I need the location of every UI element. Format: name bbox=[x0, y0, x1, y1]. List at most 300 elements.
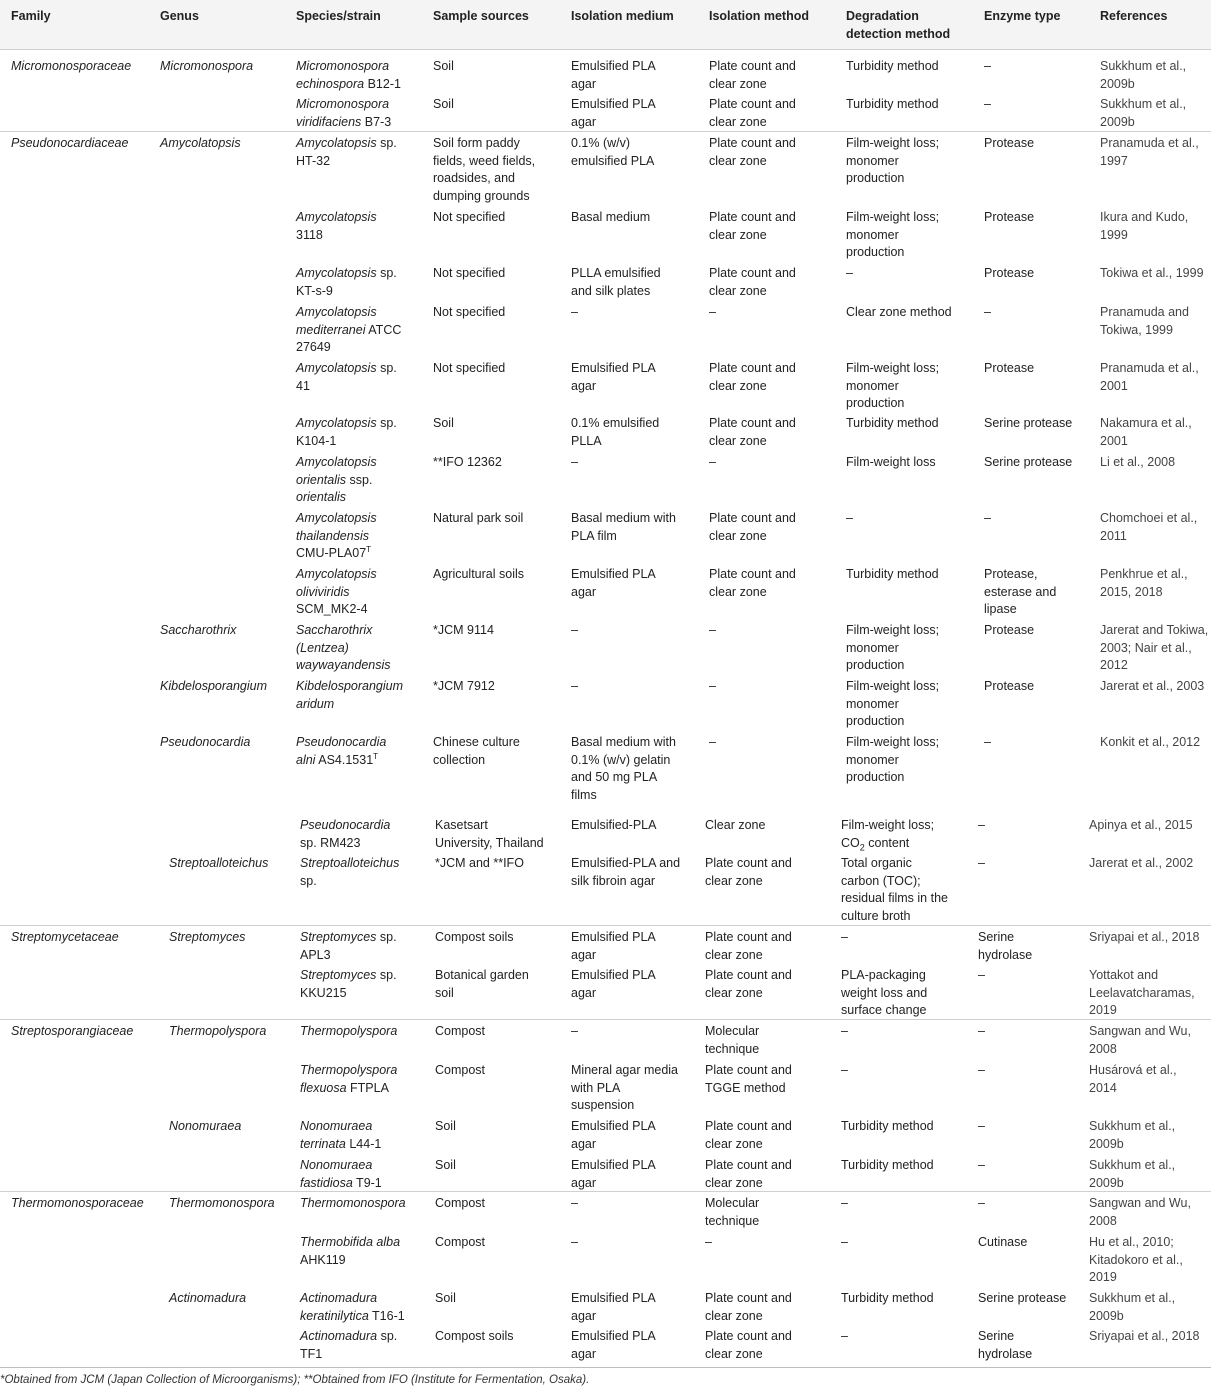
cell-medium: Emulsified PLA agar bbox=[571, 1329, 656, 1361]
cell-references: Tokiwa et al., 1999 bbox=[1100, 266, 1204, 280]
cell-family: Pseudonocardiaceae bbox=[11, 136, 129, 150]
subscript: 2 bbox=[859, 842, 865, 852]
cell-species bbox=[300, 1328, 397, 1363]
cell-method: – bbox=[709, 679, 716, 693]
table-row bbox=[0, 58, 1211, 96]
cell-method: – bbox=[709, 305, 716, 319]
species-name: Thermobifida alba bbox=[300, 1235, 401, 1249]
cell-source: Not specified bbox=[433, 210, 506, 224]
cell-source: **IFO 12362 bbox=[433, 455, 502, 469]
cell-references: Sukkhum et al., 2009b bbox=[1100, 59, 1187, 91]
cell-enzyme: Serine protease bbox=[978, 1291, 1067, 1305]
detection-text: Film-weight loss; monomer production bbox=[846, 361, 940, 410]
table-row bbox=[0, 1023, 1211, 1062]
species-name: Pseudonocardia bbox=[300, 818, 391, 832]
strain-id: sp. KT-s-9 bbox=[296, 266, 397, 298]
strain-id: B12-1 bbox=[364, 76, 401, 91]
detection-text: Turbidity method bbox=[846, 97, 939, 111]
cell-detection bbox=[841, 1328, 848, 1346]
detection-text: Film-weight loss; CO bbox=[841, 818, 935, 850]
table-row bbox=[0, 967, 1211, 1023]
table-row bbox=[0, 209, 1211, 265]
cell-source: Natural park soil bbox=[433, 511, 524, 525]
cell-references: Sukkhum et al., 2009b bbox=[1089, 1119, 1176, 1151]
cell-enzyme: Protease bbox=[984, 361, 1035, 375]
table-row bbox=[0, 265, 1211, 304]
cell-source: Not specified bbox=[433, 361, 506, 375]
cell-method: Plate count and clear zone bbox=[705, 1329, 792, 1361]
cell-genus: Micromonospora bbox=[160, 59, 254, 73]
cell-method: Plate count and clear zone bbox=[705, 1119, 792, 1151]
cell-references: Sukkhum et al., 2009b bbox=[1089, 1291, 1176, 1323]
species-name: Amycolatopsis mediterranei bbox=[296, 305, 377, 337]
detection-text: Film-weight loss; monomer production bbox=[846, 735, 940, 784]
cell-enzyme: Protease bbox=[984, 210, 1035, 224]
cell-references: Pranamuda and Tokiwa, 1999 bbox=[1100, 305, 1189, 337]
table-row bbox=[0, 304, 1211, 360]
species-name: Amycolatopsis oliviviridis bbox=[296, 567, 377, 599]
cell-detection bbox=[841, 1290, 934, 1308]
cell-genus: Pseudonocardia bbox=[160, 735, 251, 749]
cell-genus: Nonomuraea bbox=[169, 1119, 242, 1133]
cell-medium: – bbox=[571, 1235, 578, 1249]
cell-references: Yottakot and Leelavatcharamas, 2019 bbox=[1089, 968, 1195, 1017]
cell-source: Soil bbox=[435, 1158, 456, 1172]
cell-medium: Emulsified PLA agar bbox=[571, 968, 656, 1000]
cell-medium: Emulsified PLA agar bbox=[571, 567, 656, 599]
strain-id: AHK119 bbox=[300, 1252, 346, 1267]
cell-enzyme: Serine protease bbox=[984, 455, 1073, 469]
cell-medium: 0.1% (w/v) emulsified PLA bbox=[571, 136, 655, 168]
table-row bbox=[0, 622, 1211, 678]
cell-enzyme: – bbox=[984, 511, 991, 525]
detection-text: – bbox=[841, 1329, 848, 1343]
cell-source: Compost bbox=[435, 1063, 486, 1077]
cell-source: Compost soils bbox=[435, 1329, 514, 1343]
species-name: Streptomyces bbox=[300, 968, 377, 982]
cell-references: Sriyapai et al., 2018 bbox=[1089, 930, 1200, 944]
cell-method: Plate count and clear zone bbox=[709, 511, 796, 543]
cell-species bbox=[296, 415, 397, 450]
cell-source: Agricultural soils bbox=[433, 567, 525, 581]
cell-detection bbox=[846, 96, 939, 114]
cell-enzyme: Protease, esterase and lipase bbox=[984, 567, 1057, 616]
cell-method: Plate count and clear zone bbox=[705, 1291, 792, 1323]
cell-references: Pranamuda et al., 2001 bbox=[1100, 361, 1199, 393]
cell-detection bbox=[846, 454, 936, 472]
table-row bbox=[0, 855, 1211, 929]
cell-source: Chinese culture collection bbox=[433, 735, 520, 767]
header-references: References bbox=[1100, 9, 1168, 23]
cell-detection bbox=[846, 566, 939, 584]
table-row bbox=[0, 678, 1211, 734]
detection-text: Turbidity method bbox=[846, 567, 939, 581]
header-method: Isolation method bbox=[709, 9, 809, 23]
cell-references: Pranamuda et al., 1997 bbox=[1100, 136, 1199, 168]
species-name: Micromonospora echinospora bbox=[296, 59, 390, 91]
strain-id: sp. TF1 bbox=[300, 1329, 398, 1361]
detection-text: – bbox=[841, 1063, 848, 1077]
species-name: Amycolatopsis orientalis bbox=[296, 455, 377, 487]
table-row bbox=[0, 1195, 1211, 1234]
cell-detection bbox=[846, 734, 939, 787]
cell-enzyme: – bbox=[978, 856, 985, 870]
cell-source: *JCM 7912 bbox=[433, 679, 495, 693]
cell-medium: Basal medium with 0.1% (w/v) gelatin and 50 mg PLA films bbox=[571, 735, 676, 802]
subspecies-name: orientalis bbox=[296, 490, 347, 504]
cell-medium: – bbox=[571, 623, 578, 637]
cell-detection bbox=[846, 510, 853, 528]
cell-method: Plate count and clear zone bbox=[705, 856, 792, 888]
cell-species bbox=[296, 622, 391, 675]
strain-id: 3118 bbox=[296, 227, 323, 242]
detection-text: PLA-packaging weight loss and surface change bbox=[841, 968, 928, 1017]
species-name: Nonomuraea terrinata bbox=[300, 1119, 373, 1151]
cell-source: Kasetsart University, Thailand bbox=[435, 818, 544, 850]
cell-method: Plate count and clear zone bbox=[709, 136, 796, 168]
strain-id: T9-1 bbox=[352, 1175, 382, 1190]
table-footnote: *Obtained from JCM (Japan Collection of Microorganisms); **Obtained from IFO (Institute for Fermentation, Osaka). bbox=[0, 1374, 590, 1386]
cell-species bbox=[300, 929, 397, 964]
detection-text: – bbox=[841, 1196, 848, 1210]
species-name: Amycolatopsis bbox=[296, 266, 377, 280]
detection-text: Turbidity method bbox=[841, 1291, 934, 1305]
species-name: Actinomadura bbox=[300, 1329, 378, 1343]
cell-detection bbox=[846, 304, 952, 322]
detection-text: Turbidity method bbox=[841, 1119, 934, 1133]
strain-id: L44-1 bbox=[345, 1136, 382, 1151]
cell-references: Hu et al., 2010; Kitadokoro et al., 2019 bbox=[1089, 1235, 1183, 1284]
species-name: Micromonospora viridifaciens bbox=[296, 97, 390, 129]
strain-id: sp. HT-32 bbox=[296, 136, 397, 168]
cell-species bbox=[296, 209, 377, 244]
cell-species bbox=[300, 1023, 397, 1041]
detection-text: – bbox=[846, 266, 853, 280]
cell-method: – bbox=[705, 1235, 712, 1249]
cell-enzyme: – bbox=[978, 1119, 985, 1133]
detection-text: Turbidity method bbox=[841, 1158, 934, 1172]
detection-text: Total organic carbon (TOC); residual films in the culture broth bbox=[841, 856, 948, 923]
detection-text: Turbidity method bbox=[846, 59, 939, 73]
strain-id: SCM_MK2-4 bbox=[296, 602, 368, 616]
strain-id: B7-3 bbox=[361, 114, 392, 129]
cell-enzyme: – bbox=[984, 735, 991, 749]
cell-references: Sangwan and Wu, 2008 bbox=[1089, 1196, 1191, 1228]
cell-species bbox=[300, 1234, 400, 1269]
strain-id: sp. RM423 bbox=[300, 835, 361, 850]
cell-species bbox=[300, 1195, 406, 1213]
cell-enzyme: – bbox=[984, 97, 991, 111]
cell-medium: – bbox=[571, 305, 578, 319]
cell-family: Thermomonosporaceae bbox=[11, 1196, 144, 1210]
cell-enzyme: Protease bbox=[984, 623, 1035, 637]
cell-source: Botanical garden soil bbox=[435, 968, 529, 1000]
table-row bbox=[0, 415, 1211, 454]
species-name: Streptoalloteichus bbox=[300, 856, 400, 870]
cell-detection bbox=[841, 967, 927, 1020]
cell-method: Plate count and clear zone bbox=[705, 930, 792, 962]
cell-source: Compost bbox=[435, 1196, 486, 1210]
cell-medium: PLLA emulsified and silk plates bbox=[571, 266, 661, 298]
cell-enzyme: – bbox=[978, 1063, 985, 1077]
cell-medium: Emulsified PLA agar bbox=[571, 1291, 656, 1323]
detection-text: Film-weight loss; monomer production bbox=[846, 136, 940, 185]
cell-medium: – bbox=[571, 679, 578, 693]
table-row bbox=[0, 929, 1211, 967]
strain-id: sp. KKU215 bbox=[300, 968, 397, 1000]
cell-enzyme: – bbox=[978, 968, 985, 982]
table-row bbox=[0, 1234, 1211, 1290]
cell-family: Streptosporangiaceae bbox=[11, 1024, 134, 1038]
cell-species bbox=[296, 454, 377, 507]
cell-method: Plate count and clear zone bbox=[705, 968, 792, 1000]
cell-method: Plate count and clear zone bbox=[709, 416, 796, 448]
species-name: Amycolatopsis bbox=[296, 136, 377, 150]
cell-enzyme: Protease bbox=[984, 136, 1035, 150]
cell-detection bbox=[841, 1062, 848, 1080]
cell-genus: Streptomyces bbox=[169, 930, 246, 944]
strain-id: CMU-PLA07 bbox=[296, 546, 367, 560]
species-name: Amycolatopsis bbox=[296, 210, 377, 224]
header-detection: Degradation detection method bbox=[846, 9, 951, 41]
table-row bbox=[0, 1118, 1211, 1157]
cell-medium: Emulsified PLA agar bbox=[571, 930, 656, 962]
cell-medium: Basal medium bbox=[571, 210, 651, 224]
cell-enzyme: – bbox=[978, 818, 985, 832]
species-name: Amycolatopsis bbox=[296, 416, 377, 430]
cell-references: Nakamura et al., 2001 bbox=[1100, 416, 1192, 448]
cell-species bbox=[300, 855, 399, 890]
cell-detection bbox=[841, 855, 948, 925]
table-row bbox=[0, 817, 1211, 855]
strain-id: sp. K104-1 bbox=[296, 416, 397, 448]
cell-species bbox=[296, 566, 377, 619]
species-name: Streptomyces bbox=[300, 930, 377, 944]
strain-id: sp. APL3 bbox=[300, 930, 397, 962]
cell-enzyme: – bbox=[978, 1158, 985, 1172]
cell-species bbox=[296, 58, 401, 93]
cell-medium: – bbox=[571, 455, 578, 469]
cell-medium: Emulsified PLA agar bbox=[571, 1119, 656, 1151]
header-species: Species/strain bbox=[296, 9, 381, 23]
detection-text: Film-weight loss bbox=[846, 455, 936, 469]
cell-enzyme: – bbox=[978, 1196, 985, 1210]
group-separator bbox=[0, 1191, 1211, 1192]
species-name: Nonomuraea fastidiosa bbox=[300, 1158, 373, 1190]
cell-source: Compost bbox=[435, 1235, 486, 1249]
cell-genus: Streptoalloteichus bbox=[169, 856, 269, 870]
cell-source: Soil bbox=[433, 59, 454, 73]
cell-source: Soil form paddy fields, weed fields, roadsides, and dumping grounds bbox=[433, 136, 536, 203]
cell-enzyme: – bbox=[978, 1024, 985, 1038]
detection-text: – bbox=[846, 511, 853, 525]
cell-source: Compost soils bbox=[435, 930, 514, 944]
cell-detection bbox=[846, 678, 939, 731]
cell-references: Sukkhum et al., 2009b bbox=[1100, 97, 1187, 129]
cell-references: Jarerat et al., 2003 bbox=[1100, 679, 1205, 693]
cell-references: Ikura and Kudo, 1999 bbox=[1100, 210, 1189, 242]
cell-detection bbox=[846, 58, 939, 76]
species-name: Amycolatopsis thailandensis bbox=[296, 511, 377, 543]
strain-id: sp. 41 bbox=[296, 361, 397, 393]
header-source: Sample sources bbox=[433, 9, 529, 23]
table-row bbox=[0, 360, 1211, 415]
cell-detection bbox=[846, 135, 939, 188]
detection-text: – bbox=[841, 1235, 848, 1249]
cell-species bbox=[296, 96, 391, 131]
detection-text: Film-weight loss; monomer production bbox=[846, 679, 940, 728]
cell-references: Sriyapai et al., 2018 bbox=[1089, 1329, 1200, 1343]
cell-references: Apinya et al., 2015 bbox=[1089, 818, 1193, 832]
cell-method: Plate count and TGGE method bbox=[705, 1063, 792, 1095]
cell-genus: Thermomonospora bbox=[169, 1196, 275, 1210]
cell-source: *JCM and **IFO bbox=[435, 856, 524, 870]
cell-references: Sukkhum et al., 2009b bbox=[1089, 1158, 1176, 1190]
cell-genus: Thermopolyspora bbox=[169, 1024, 267, 1038]
type-strain-mark: T bbox=[366, 545, 372, 554]
cell-medium: Emulsified-PLA and silk fibroin agar bbox=[571, 856, 681, 888]
group-separator bbox=[0, 925, 1211, 926]
cell-species bbox=[300, 1062, 397, 1097]
cell-method: Plate count and clear zone bbox=[709, 266, 796, 298]
cell-source: Soil bbox=[433, 416, 454, 430]
header-enzyme: Enzyme type bbox=[984, 9, 1061, 23]
detection-text: Film-weight loss; monomer production bbox=[846, 623, 940, 672]
cell-detection bbox=[846, 360, 939, 413]
cell-detection bbox=[841, 1118, 934, 1136]
cell-species bbox=[300, 967, 397, 1002]
cell-medium: Emulsified PLA agar bbox=[571, 97, 656, 129]
cell-medium: Mineral agar media with PLA suspension bbox=[571, 1063, 678, 1112]
species-name: Kibdelosporangium aridum bbox=[296, 679, 404, 711]
cell-references: Chomchoei et al., 2011 bbox=[1100, 511, 1198, 543]
strain-id: T16-1 bbox=[368, 1308, 405, 1323]
table-row bbox=[0, 566, 1211, 622]
cell-species bbox=[296, 678, 403, 713]
table-row bbox=[0, 96, 1211, 135]
cell-enzyme: Serine hydrolase bbox=[978, 930, 1033, 962]
cell-source: Soil bbox=[435, 1291, 456, 1305]
cell-method: – bbox=[709, 735, 716, 749]
species-name: Thermopolyspora bbox=[300, 1024, 398, 1038]
cell-source: Not specified bbox=[433, 305, 506, 319]
cell-detection bbox=[841, 1157, 934, 1175]
strain-id: sp. bbox=[300, 873, 317, 888]
cell-source: Soil bbox=[433, 97, 454, 111]
cell-detection bbox=[841, 929, 848, 947]
cell-enzyme: Cutinase bbox=[978, 1235, 1028, 1249]
cell-species bbox=[300, 1118, 381, 1153]
species-name: Amycolatopsis bbox=[296, 361, 377, 375]
cell-species bbox=[300, 1157, 382, 1192]
cell-medium: – bbox=[571, 1024, 578, 1038]
cell-medium: Emulsified PLA agar bbox=[571, 59, 656, 91]
cell-source: Soil bbox=[435, 1119, 456, 1133]
cell-species bbox=[296, 360, 397, 395]
cell-species bbox=[296, 304, 401, 357]
table-row bbox=[0, 510, 1211, 566]
cell-species bbox=[300, 1290, 405, 1325]
detection-text: – bbox=[841, 1024, 848, 1038]
cell-references: Penkhrue et al., 2015, 2018 bbox=[1100, 567, 1188, 599]
detection-text: – bbox=[841, 930, 848, 944]
table-row bbox=[0, 135, 1211, 209]
cell-species bbox=[300, 817, 390, 852]
cell-method: Clear zone bbox=[705, 818, 766, 832]
cell-method: – bbox=[709, 455, 716, 469]
cell-medium: Emulsified PLA agar bbox=[571, 1158, 656, 1190]
detection-text: Clear zone method bbox=[846, 305, 952, 319]
cell-species bbox=[296, 265, 397, 300]
species-name: Actinomadura keratinilytica bbox=[300, 1291, 378, 1323]
group-separator bbox=[0, 131, 1211, 132]
table-row bbox=[0, 1062, 1211, 1118]
species-name: Pseudonocardia alni bbox=[296, 735, 387, 767]
cell-medium: Basal medium with PLA film bbox=[571, 511, 676, 543]
cell-method: Plate count and clear zone bbox=[709, 361, 796, 393]
cell-species bbox=[296, 734, 386, 769]
cell-species bbox=[296, 510, 377, 563]
cell-references: Sangwan and Wu, 2008 bbox=[1089, 1024, 1191, 1056]
cell-family: Micromonosporaceae bbox=[11, 59, 132, 73]
cell-enzyme: Serine hydrolase bbox=[978, 1329, 1033, 1361]
cell-family: Streptomycetaceae bbox=[11, 930, 119, 944]
cell-detection bbox=[846, 622, 939, 675]
cell-method: Molecular technique bbox=[705, 1196, 760, 1228]
strain-id: FTPLA bbox=[346, 1080, 389, 1095]
cell-genus: Amycolatopsis bbox=[160, 136, 241, 150]
cell-method: Plate count and clear zone bbox=[705, 1158, 792, 1190]
table-header bbox=[0, 0, 1211, 50]
cell-species bbox=[296, 135, 397, 170]
cell-method: Plate count and clear zone bbox=[709, 210, 796, 242]
cell-references: Jarerat et al., 2002 bbox=[1089, 856, 1194, 870]
cell-method: Plate count and clear zone bbox=[709, 567, 796, 599]
cell-detection bbox=[841, 817, 934, 857]
table-bottom-rule bbox=[0, 1367, 1211, 1368]
strain-id: ATCC 27649 bbox=[296, 322, 402, 354]
cell-genus: Saccharothrix bbox=[160, 623, 237, 637]
cell-method: Molecular technique bbox=[705, 1024, 760, 1056]
group-separator bbox=[0, 1019, 1211, 1020]
cell-references: Li et al., 2008 bbox=[1100, 455, 1176, 469]
header-family: Family bbox=[11, 9, 51, 23]
cell-enzyme: Serine protease bbox=[984, 416, 1073, 430]
cell-medium: Emulsified-PLA bbox=[571, 818, 657, 832]
cell-medium: Emulsified PLA agar bbox=[571, 361, 656, 393]
cell-source: Not specified bbox=[433, 266, 506, 280]
table-row bbox=[0, 734, 1211, 817]
cell-medium: – bbox=[571, 1196, 578, 1210]
detection-tail: content bbox=[864, 835, 910, 850]
cell-enzyme: Protease bbox=[984, 679, 1035, 693]
cell-detection bbox=[841, 1195, 848, 1213]
species-name: Saccharothrix (Lentzea) waywayandensis bbox=[296, 623, 391, 672]
cell-source: *JCM 9114 bbox=[433, 623, 494, 637]
table-row bbox=[0, 1290, 1211, 1328]
cell-detection bbox=[841, 1234, 848, 1252]
cell-genus: Kibdelosporangium bbox=[160, 679, 268, 693]
cell-detection bbox=[846, 265, 853, 283]
detection-text: Turbidity method bbox=[846, 416, 939, 430]
cell-enzyme: – bbox=[984, 59, 991, 73]
cell-method: Plate count and clear zone bbox=[709, 59, 796, 91]
table-row bbox=[0, 1157, 1211, 1195]
cell-detection bbox=[841, 1023, 848, 1041]
table-row bbox=[0, 1328, 1211, 1368]
type-strain-mark: T bbox=[373, 751, 379, 761]
cell-source: Compost bbox=[435, 1024, 486, 1038]
